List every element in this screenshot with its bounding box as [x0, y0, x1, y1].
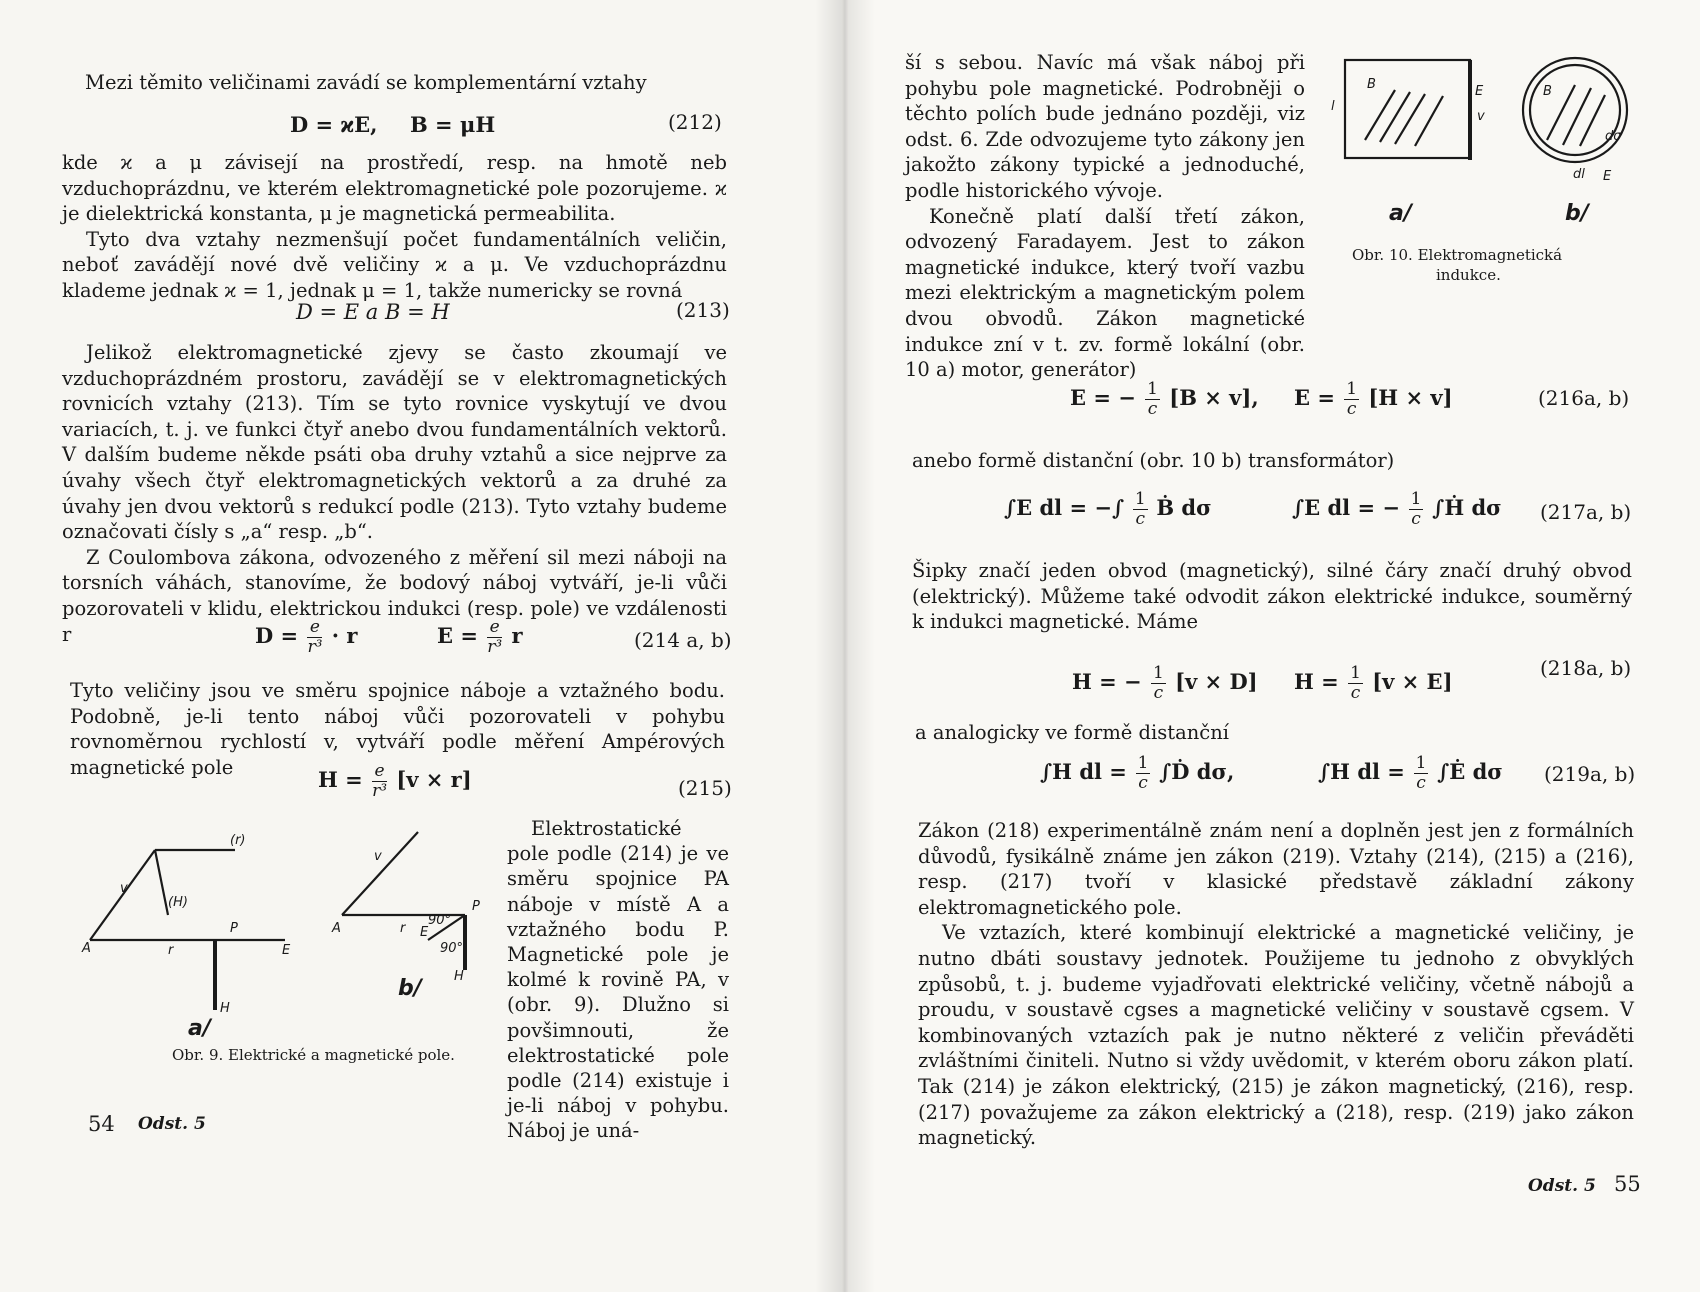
left-section-label: Odst. 5 — [138, 1114, 206, 1134]
eq217b-rhs: ∫Ḣ dσ — [1432, 495, 1502, 520]
left-para-block-2 — [62, 340, 727, 647]
eq214a-fraction — [307, 618, 322, 657]
left-para-2: Tyto dva vztahy nezmenšují počet fundamentálních veličin, neboť zavádějí nové dvě veličiny ϰ a μ. Ve vzduchoprázdnu klademe jednak ϰ = 1, jednak μ = 1, takže numericky se rovná — [62, 227, 727, 302]
eq219a-numerator: 1 — [1137, 753, 1149, 773]
eq216b-fraction — [1344, 380, 1359, 419]
right-para-block-5 — [915, 720, 1635, 746]
left-para-5: Tyto veličiny jsou ve směru spojnice náboje a vztažného bodu. Podobně, je-li tento náboj vůči pozorovateli v pohybu rovnoměrnou rychlostí v, vytváří podle měření Ampérových magnetické pole — [70, 679, 725, 779]
eq215-lhs: H = — [318, 767, 363, 792]
eq216b-rhs: [H × v] — [1368, 385, 1453, 410]
eq218b-rhs: [v × E] — [1372, 669, 1453, 694]
eq219a-lhs: ∫H dl = — [1040, 759, 1127, 784]
eq213: D = E a B = H — [296, 300, 450, 324]
eq218a-lhs: H = − — [1072, 669, 1142, 694]
fig9a-line-h — [155, 850, 168, 915]
right-para-5: a analogicky ve formě distanční — [915, 721, 1230, 744]
fig9a-label-6: (r) — [230, 833, 246, 848]
eq216b-lhs: E = — [1294, 385, 1335, 410]
fig10b-label-1: dσ — [1605, 129, 1622, 144]
fig9-sub-b: b/ — [398, 976, 422, 1001]
fig10a-label-1: E — [1475, 84, 1484, 99]
left-para-block-1 — [62, 150, 727, 304]
left-side-para: Elektrostatické pole podle (214) je ve směru spojnice PA náboje v místě A a vztažného bodu P. Magnetické pole je kolmé k rovině PA, v (obr. 9). Dlužno si povšimnouti, že elektrostatické pole podle (214) existuje i je-li náboj v pohybu. Náboj je uná- — [507, 817, 729, 1143]
right-page-number: 55 — [1614, 1172, 1641, 1196]
fig9a-label-3: E — [282, 943, 291, 958]
figure-9 — [80, 820, 490, 1050]
right-para-7: Ve vztazích, které kombinují elektrické a magnetické veličiny, je nutno dbáti soustavy jednotek. Použijeme tu jednoho z obvyklých způsobů, t. j. budeme vyjadřovati elektrické veličiny, včetně nábojů a proudu, v soustavě cgses a magnetické veličiny v soustavě cgsem. V kombinovaných vztazích pak je nutno některé z veličin převáděti zvláštními činiteli. Nutno si vždy uvědomit, v kterém oboru zákon platí. Tak (214) je zákon elektrický, (215) je zákon magnetický, (216), resp. (217) považujeme za zákon elektrický a (218), resp. (219) jako zákon magnetický. — [918, 921, 1634, 1150]
fig9a-label-1: r — [168, 943, 174, 958]
eq218b-denominator: c — [1350, 683, 1361, 703]
eq215-numerator: e — [372, 762, 387, 782]
right-para-block-1 — [905, 50, 1305, 383]
eq219a-fraction — [1136, 754, 1151, 793]
eq218b-numerator: 1 — [1350, 663, 1361, 683]
fig9b-label-2: E — [420, 925, 429, 940]
fig10b-line-2 — [1563, 88, 1591, 145]
fig9b-label-4: P — [472, 899, 480, 914]
eq219a-denominator: c — [1138, 773, 1148, 793]
eq217-number: (217a, b) — [1540, 500, 1632, 524]
eq217a-rhs: Ḃ dσ — [1156, 495, 1212, 520]
eq214a-lhs: D = — [255, 623, 299, 648]
eq216a — [1070, 380, 1259, 419]
eq214a-numerator: e — [307, 618, 322, 638]
eq219b — [1318, 754, 1503, 793]
eq216b-numerator: 1 — [1346, 379, 1358, 399]
fig10a-label-0: B — [1367, 77, 1376, 92]
eq217b-denominator: c — [1411, 509, 1421, 529]
fig10b-label-3: E — [1603, 169, 1612, 184]
eq217b — [1292, 490, 1502, 529]
fig10-sub-b: b/ — [1565, 201, 1589, 226]
eq217a — [1004, 490, 1212, 529]
fig9b-label-7: v — [374, 849, 382, 864]
right-para-block-3 — [912, 448, 1632, 474]
eq217b-fraction — [1409, 490, 1424, 529]
fig9b-label-6: H — [454, 969, 464, 984]
fig10b-label-2: dl — [1573, 167, 1585, 182]
eq218b — [1294, 664, 1453, 703]
fig10a-label-3: l — [1331, 99, 1335, 114]
eq213-number: (213) — [676, 298, 730, 322]
eq216-number: (216a, b) — [1538, 386, 1630, 410]
intro-text: Mezi těmito veličinami zavádí se komplementární vztahy — [85, 71, 647, 94]
fig10a-line-2 — [1380, 92, 1410, 142]
right-section-label: Odst. 5 — [1528, 1176, 1596, 1196]
fig9a-label-4: v — [120, 881, 128, 896]
figure-9-caption: Obr. 9. Elektrické a magnetické pole. — [172, 1046, 455, 1064]
fig9-sub-a: a/ — [188, 1016, 211, 1041]
fig10a-rectangle — [1345, 60, 1470, 158]
eq217a-numerator: 1 — [1134, 489, 1146, 509]
fig9a-label-7: H — [220, 1001, 230, 1016]
eq214-number: (214 a, b) — [634, 628, 732, 652]
right-para-4: Šipky značí jeden obvod (magnetický), silné čáry značí druhý obvod (elektrický). Můžeme také odvodit zákon elektrické indukce, souměrný k indukci magnetické. Máme — [912, 559, 1632, 634]
eq212-number: (212) — [668, 110, 722, 134]
figure-10-caption-line-1: Obr. 10. Elektromagnetická — [1352, 246, 1563, 264]
eq212-left: D = ϰE, — [290, 112, 378, 137]
eq219a-rhs: ∫Ḋ dσ, — [1159, 759, 1235, 784]
eq219b-denominator: c — [1416, 773, 1426, 793]
eq217a-denominator: c — [1135, 509, 1145, 529]
left-para-4: Z Coulombova zákona, odvozeného z měření sil mezi náboji na torsních váhách, stanovíme, že bodový náboj vytváří, je-li vůči pozorovateli v klidu, elektrickou indukci (resp. pole) ve vzdálenosti r — [62, 545, 727, 646]
eq215-fraction — [372, 762, 387, 801]
eq218a-denominator: c — [1153, 683, 1164, 703]
intro-line — [85, 70, 725, 96]
eq214a — [255, 618, 357, 657]
left-para-1: kde ϰ a μ závisejí na prostředí, resp. na hmotě neb vzduchoprázdnu, ve kterém elektromagnetické pole pozorujeme. ϰ je dielektrická konstanta, μ je magnetická permeabilita. — [62, 151, 727, 226]
eq217b-numerator: 1 — [1410, 489, 1422, 509]
eq216a-rhs: [B × v], — [1169, 385, 1259, 410]
eq215 — [318, 762, 472, 801]
left-para-3: Jelikož elektromagnetické zjevy se často zkoumají ve vzduchoprázdném prostoru, zavádějí se v elektromagnetických rovnicích vztahy (213). Tím se tyto rovnice vyskytují ve dvou variacích, t. j. ve funkci čtyř anebo dvou fundamentálních vektorů. V dalším budeme někde psáti oba druhy vztahů a sice nejprve za úvahy všech čtyř elektromagnetických vektorů a za druhé za úvahy jen dvou vektorů s redukcí podle (213). Tyto vztahy budeme označovati čísly s „a“ resp. „b“. — [62, 341, 727, 544]
fig9b-label-5: 90° — [440, 941, 464, 956]
eq212-right: B = μH — [410, 112, 496, 137]
eq214b-rhs: r — [511, 623, 523, 648]
fig9b-label-0: A — [332, 921, 341, 936]
eq219b-numerator: 1 — [1415, 753, 1427, 773]
eq218b-fraction — [1348, 664, 1363, 703]
fig10a-label-2: v — [1477, 109, 1485, 124]
eq218b-lhs: H = — [1294, 669, 1339, 694]
eq218a-numerator: 1 — [1152, 663, 1164, 683]
left-page-number: 54 — [88, 1112, 115, 1136]
fig9a-label-0: A — [82, 941, 91, 956]
eq214a-denominator: r³ — [307, 637, 323, 657]
eq216a-denominator: c — [1147, 399, 1158, 419]
eq216b — [1294, 380, 1453, 419]
right-para-2: Konečně platí další třetí zákon, odvozený Faradayem. Jest to zákon magnetické indukce, který tvoří vazbu mezi elektrickým a magnetickým polem dvou obvodů. Zákon magnetické indukce zní v t. zv. formě lokální (obr. 10 a) motor, generátor) — [905, 204, 1305, 382]
eq219-number: (219a, b) — [1544, 762, 1636, 786]
fig10a-line-1 — [1365, 90, 1395, 140]
book-gutter — [815, 0, 875, 1292]
eq214a-rhs: · r — [331, 623, 358, 648]
eq216a-fraction — [1145, 380, 1160, 419]
left-side-text — [507, 816, 729, 1144]
eq218a-rhs: [v × D] — [1175, 669, 1258, 694]
eq215-denominator: r³ — [372, 781, 388, 801]
eq219b-lhs: ∫H dl = — [1318, 759, 1405, 784]
fig9b-line-v — [342, 832, 418, 915]
fig9a-label-2: P — [230, 921, 238, 936]
eq214b-lhs: E = — [437, 623, 478, 648]
eq219b-fraction — [1414, 754, 1429, 793]
right-para-6: Zákon (218) experimentálně znám není a doplněn jest jen z formálních důvodů, fysikálně známe jen zákon (219). Vztahy (214), (215) a (216), resp. (217) tvoří v klasické představě základní zákony elektromagnetického pole. — [918, 819, 1634, 919]
eq217a-fraction — [1133, 490, 1148, 529]
eq219a — [1040, 754, 1234, 793]
eq214b-numerator: e — [487, 618, 502, 638]
eq219b-rhs: ∫Ė dσ — [1437, 759, 1503, 784]
eq218a — [1072, 664, 1258, 703]
eq217b-lhs: ∫E dl = − — [1292, 495, 1400, 520]
eq215-number: (215) — [678, 776, 732, 800]
eq216a-numerator: 1 — [1147, 379, 1158, 399]
right-para-3: anebo formě distanční (obr. 10 b) transformátor) — [912, 449, 1395, 472]
eq214b — [437, 618, 523, 657]
fig10b-label-0: B — [1543, 84, 1552, 99]
fig10-sub-a: a/ — [1389, 201, 1412, 226]
eq218-number: (218a, b) — [1540, 656, 1632, 680]
right-para-block-4 — [912, 558, 1632, 635]
eq217a-lhs: ∫E dl = −∫ — [1004, 495, 1125, 520]
eq214b-fraction — [487, 618, 502, 657]
eq215-rhs: [v × r] — [396, 767, 472, 792]
eq218a-fraction — [1151, 664, 1166, 703]
eq216a-lhs: E = − — [1070, 385, 1136, 410]
figure-10 — [1325, 50, 1635, 230]
eq216b-denominator: c — [1346, 399, 1357, 419]
fig9b-label-1: r — [400, 921, 406, 936]
fig9b-label-3: 90° — [428, 913, 452, 928]
fig10b-outer-circle — [1523, 58, 1627, 162]
right-para-1: ší s sebou. Navíc má však náboj při pohybu pole magnetické. Podrobněji o těchto polích bude jednáno později, viz odst. 6. Zde odvozujeme tyto zákony jen jakožto zákony typické a jednoduché, podle historického vývoje. — [905, 51, 1305, 202]
right-para-block-6 — [918, 818, 1634, 1151]
eq214b-denominator: r³ — [487, 637, 503, 657]
fig9a-label-5: (H) — [168, 895, 188, 910]
figure-10-caption-line-2: indukce. — [1436, 266, 1501, 284]
